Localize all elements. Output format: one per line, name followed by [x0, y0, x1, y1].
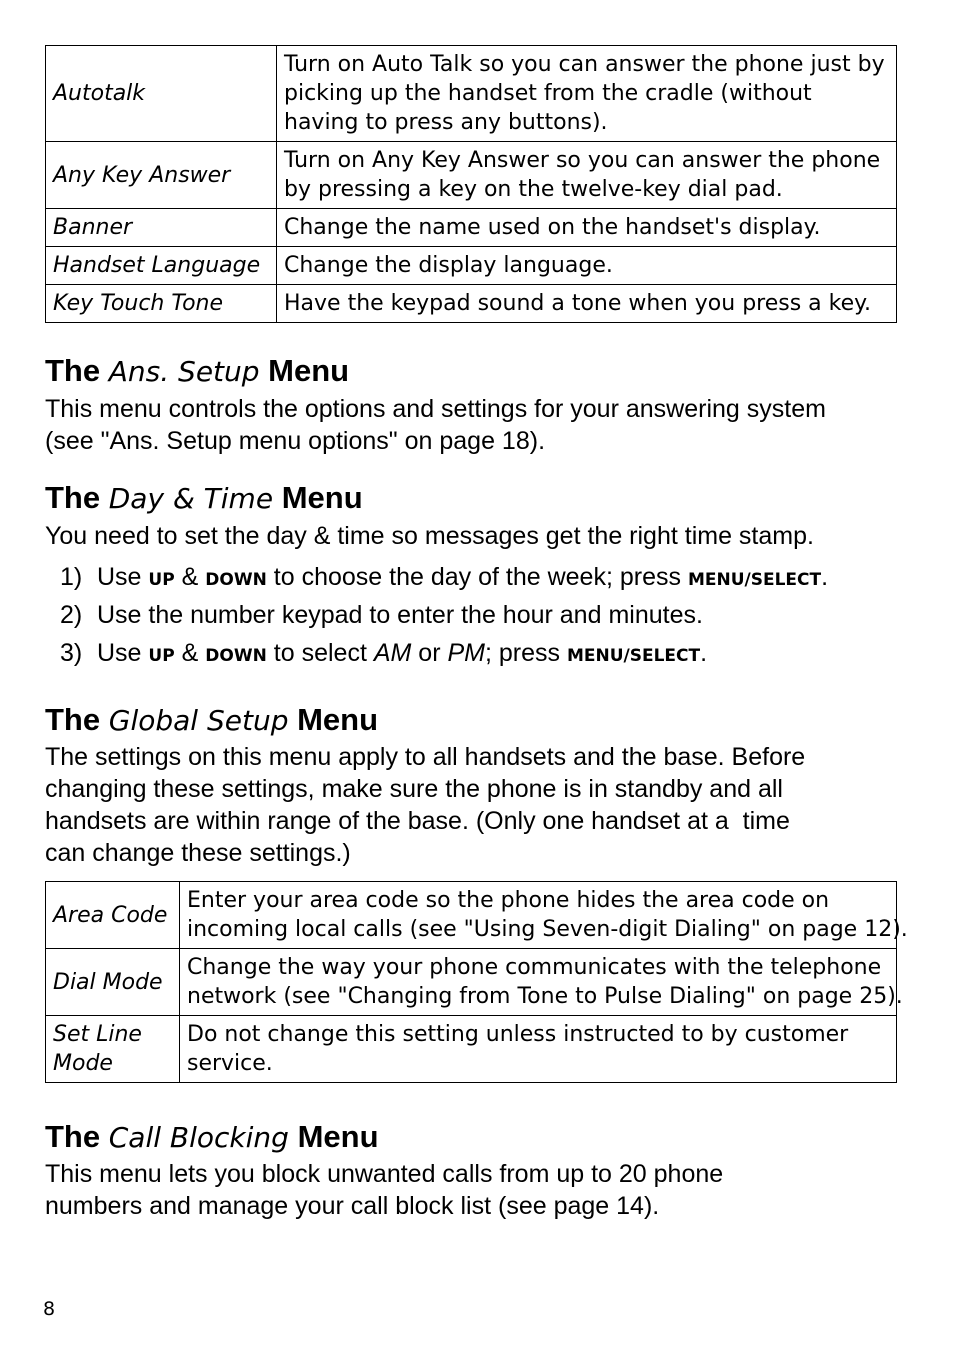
down-key-label: DOWN — [205, 646, 267, 666]
term-handset-language: Handset Language — [46, 247, 277, 285]
term-set-line-mode: Set Line Mode — [46, 1016, 180, 1083]
term-banner: Banner — [46, 209, 277, 247]
day-time-body: You need to set the day & time so messages get the right time stamp. — [45, 522, 814, 550]
desc-autotalk: Turn on Auto Talk so you can answer the phone just by picking up the handset from the cradle (without having to press any buttons). — [277, 46, 897, 142]
menu-select-key-label: MENU/SELECT — [566, 646, 701, 666]
heading-global-setup: The Global Setup Menu — [45, 702, 379, 737]
heading-day-time: The Day & Time Menu — [45, 480, 363, 515]
heading-ans-setup: The Ans. Setup Menu — [45, 353, 350, 388]
page-number: 8 — [43, 1298, 56, 1320]
pm-option: PM — [447, 639, 485, 667]
menu-name: Day & Time — [108, 482, 274, 515]
up-key-label: UP — [148, 570, 175, 590]
term-autotalk: Autotalk — [46, 46, 277, 142]
table-row — [46, 1016, 897, 1083]
step-3: 3) Use UP & DOWN to select AM or PM; press MENU/SELECT. — [60, 639, 708, 667]
step-1: 1) Use UP & DOWN to choose the day of the week; press MENU/SELECT. — [60, 563, 829, 591]
desc-area-code: Enter your area code so the phone hides the area code on incoming local calls (see "Using Seven-digit Dialing" on page 12). — [180, 882, 897, 949]
table-row — [46, 247, 897, 285]
global-setup-body: The settings on this menu apply to all handsets and the base. Before changing these settings, make sure the phone is in standby and all handsets are within range of the base. (Only one handset at a time can change these settings.) — [45, 743, 806, 867]
down-key-label: DOWN — [205, 570, 267, 590]
desc-dial-mode: Change the way your phone communicates with the telephone network (see "Changing from Tone to Pulse Dialing" on page 25). — [180, 949, 897, 1016]
term-dial-mode: Dial Mode — [46, 949, 180, 1016]
term-any-key-answer: Any Key Answer — [46, 142, 277, 209]
menu-name: Call Blocking — [108, 1121, 289, 1154]
up-key-label: UP — [148, 646, 175, 666]
table-row — [46, 142, 897, 209]
table-row — [46, 882, 897, 949]
table-row — [46, 46, 897, 142]
call-blocking-body: This menu lets you block unwanted calls from up to 20 phone numbers and manage your call block list (see page 14). — [45, 1160, 724, 1220]
menu-name: Global Setup — [108, 704, 289, 737]
table-row — [46, 285, 897, 323]
menu-select-key-label: MENU/SELECT — [687, 570, 822, 590]
desc-set-line-mode: Do not change this setting unless instructed to by customer service. — [180, 1016, 897, 1083]
table-row — [46, 949, 897, 1016]
feature-table-handset — [45, 45, 897, 323]
term-area-code: Area Code — [46, 882, 180, 949]
desc-handset-language: Change the display language. — [277, 247, 897, 285]
menu-name: Ans. Setup — [108, 355, 260, 388]
ans-setup-body: This menu controls the options and settings for your answering system (see "Ans. Setup menu options" on page 18). — [45, 395, 826, 455]
table-row — [46, 209, 897, 247]
feature-table-global — [45, 881, 908, 1083]
desc-any-key-answer: Turn on Any Key Answer so you can answer the phone by pressing a key on the twelve-key dial pad. — [277, 142, 897, 209]
heading-call-blocking: The Call Blocking Menu — [45, 1119, 379, 1154]
desc-banner: Change the name used on the handset's display. — [277, 209, 897, 247]
step-2: 2) Use the number keypad to enter the hour and minutes. — [60, 601, 703, 629]
desc-key-touch-tone: Have the keypad sound a tone when you press a key. — [277, 285, 897, 323]
term-key-touch-tone: Key Touch Tone — [46, 285, 277, 323]
am-option: AM — [373, 639, 412, 667]
